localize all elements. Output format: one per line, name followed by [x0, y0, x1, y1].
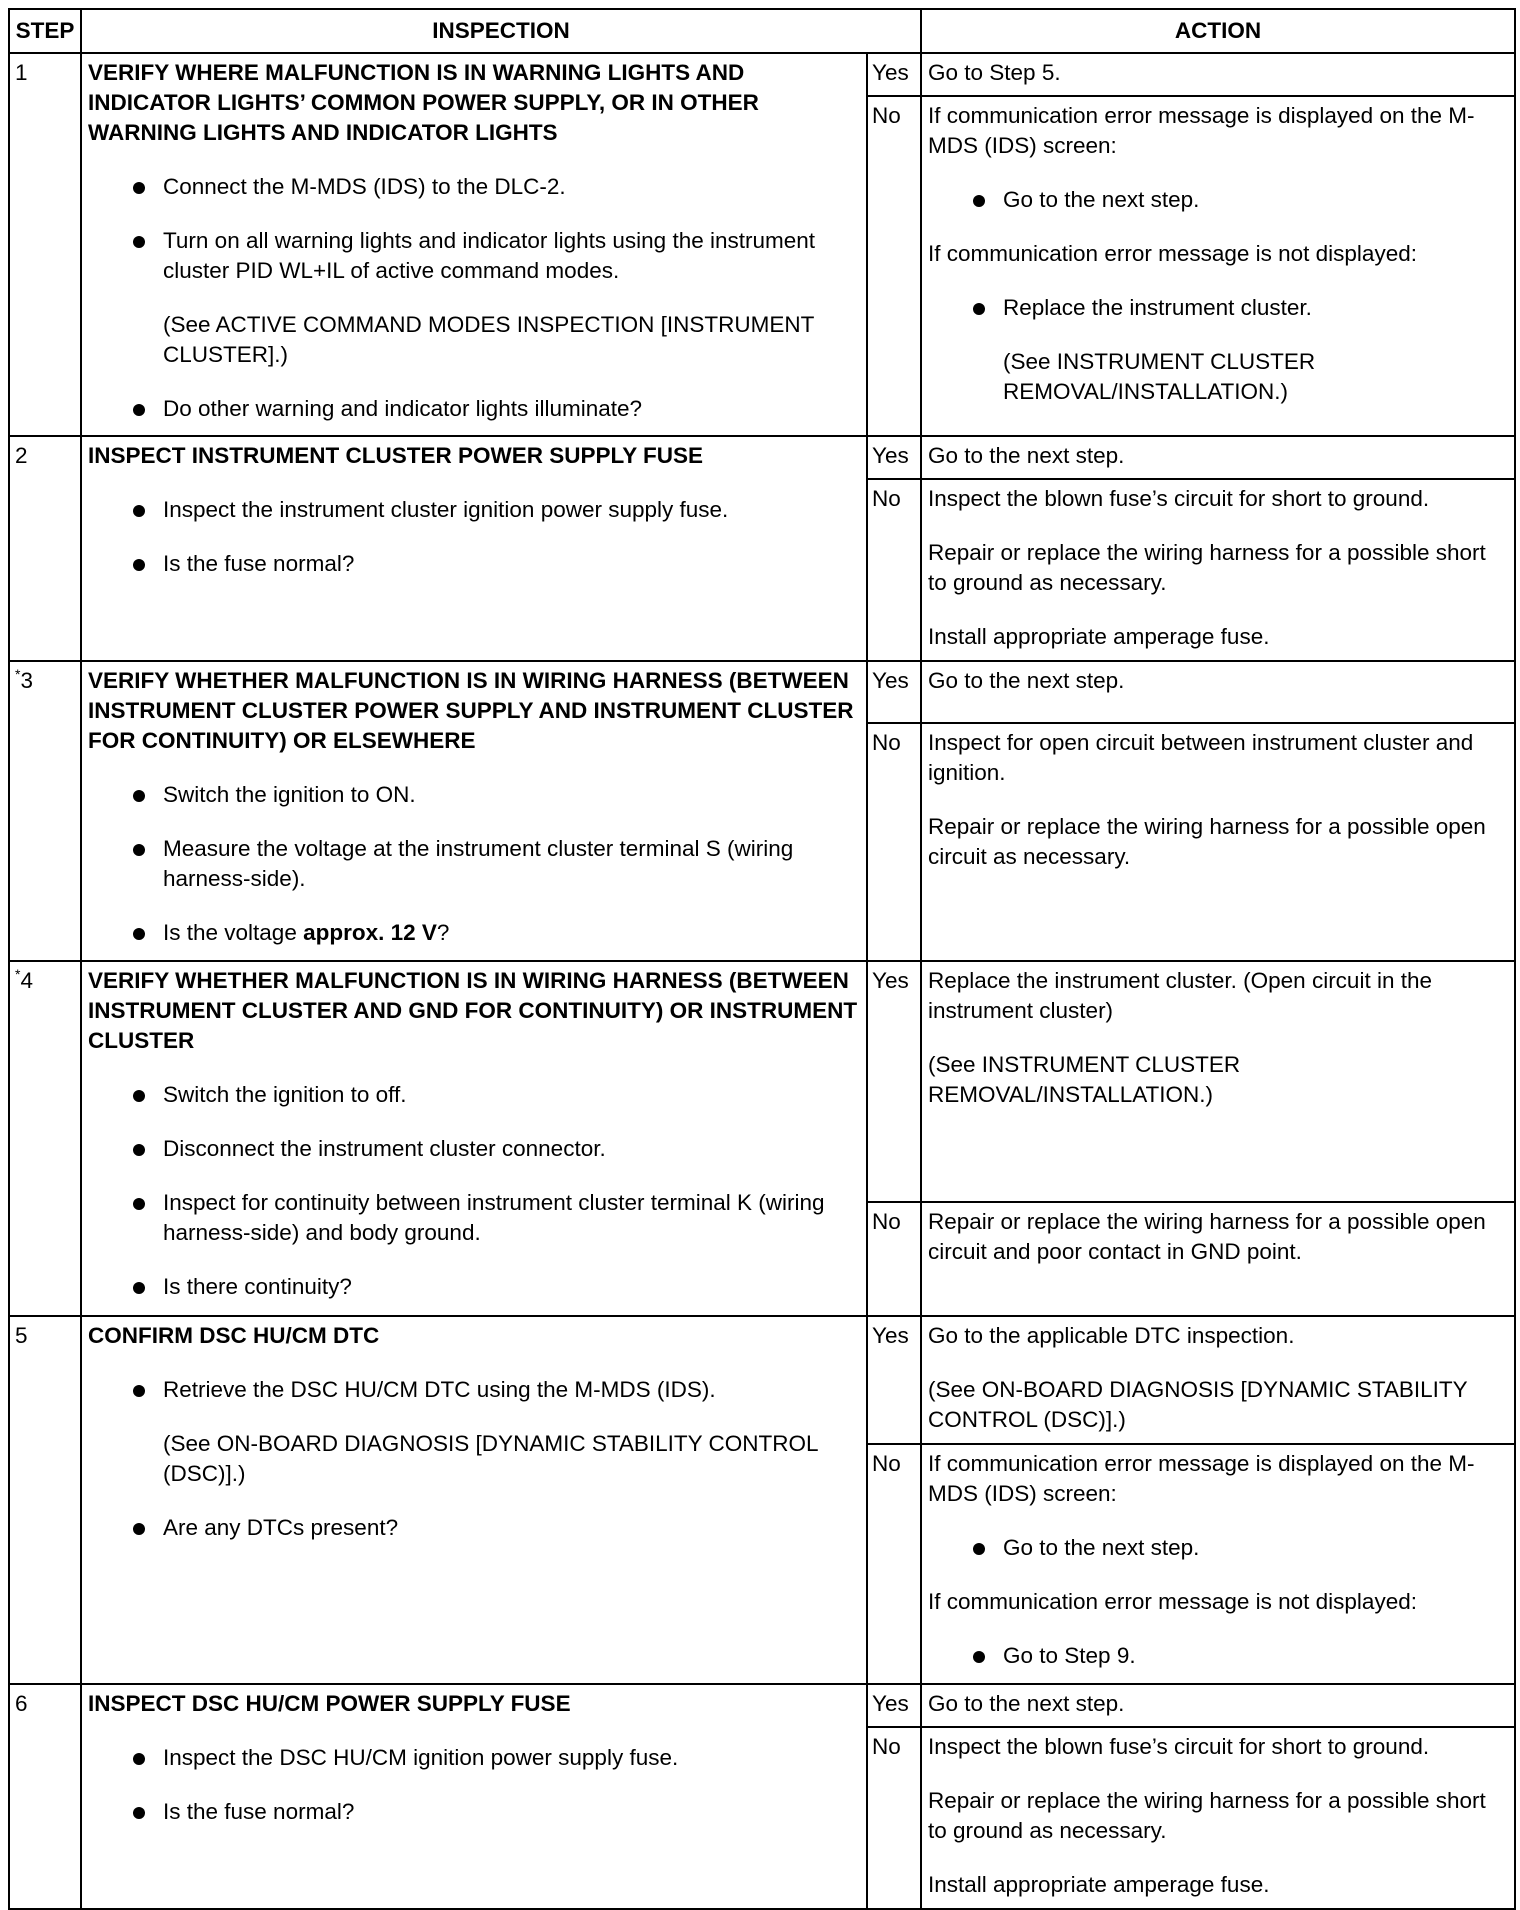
reference-note: (See ON-BOARD DIAGNOSIS [DYNAMIC STABILITY CONTROL (DSC)].)	[163, 1431, 818, 1486]
header-action: ACTION	[921, 9, 1515, 53]
reference-note: (See ACTIVE COMMAND MODES INSPECTION [INSTRUMENT CLUSTER].)	[163, 312, 814, 367]
no-action: If communication error message is displayed on the M-MDS (IDS) screen: Go to the next step. If communication error message is not displayed: Go to Step 9.	[921, 1444, 1515, 1684]
step-title: INSPECT INSTRUMENT CLUSTER POWER SUPPLY FUSE	[88, 443, 704, 468]
table-row	[9, 661, 1515, 723]
inspection-bullet: Retrieve the DSC HU/CM DTC using the M-MDS (IDS).	[88, 1375, 860, 1405]
step-title: CONFIRM DSC HU/CM DTC	[88, 1323, 380, 1348]
step-title: INSPECT DSC HU/CM POWER SUPPLY FUSE	[88, 1691, 571, 1716]
inspection-bullet: Turn on all warning lights and indicator lights using the instrument cluster PID WL+IL of active command modes.	[88, 226, 860, 286]
no-action: Inspect for open circuit between instrument cluster and ignition. Repair or replace the wiring harness for a possible open circuit as necessary.	[921, 723, 1515, 961]
inspection-bullet: Disconnect the instrument cluster connector.	[88, 1134, 860, 1164]
inspection-bullet: Is the fuse normal?	[88, 549, 860, 579]
step-number: *4	[9, 961, 81, 1316]
table-row	[9, 961, 1515, 1202]
inspection-question: Are any DTCs present?	[88, 1513, 860, 1543]
inspection-cell	[81, 1684, 867, 1909]
inspection-bullet: Switch the ignition to ON.	[88, 780, 860, 810]
header-row	[9, 9, 1515, 53]
no-label: No	[867, 96, 921, 436]
yes-label: Yes	[867, 1684, 921, 1727]
inspection-question: Is the voltage approx. 12 V?	[88, 918, 860, 948]
no-label: No	[867, 1202, 921, 1316]
no-action: Repair or replace the wiring harness for a possible open circuit and poor contact in GND point.	[921, 1202, 1515, 1316]
no-label: No	[867, 479, 921, 661]
inspection-bullet: Inspect the DSC HU/CM ignition power supply fuse.	[88, 1743, 860, 1773]
yes-action: Go to Step 5.	[921, 53, 1515, 96]
inspection-bullet: Is the fuse normal?	[88, 1797, 860, 1827]
step-title: VERIFY WHETHER MALFUNCTION IS IN WIRING HARNESS (BETWEEN INSTRUMENT CLUSTER AND GND FOR CONTINUITY) OR INSTRUMENT CLUSTER	[88, 968, 858, 1053]
no-action: If communication error message is displayed on the M-MDS (IDS) screen: Go to the next step. If communication error message is not displayed: Replace the instrument cluster. (See INSTRUMENT CLUSTER REMOVAL/INSTALLATION.)	[921, 96, 1515, 436]
inspection-bullet: Inspect the instrument cluster ignition power supply fuse.	[88, 495, 860, 525]
no-label: No	[867, 1727, 921, 1909]
inspection-cell	[81, 1316, 867, 1684]
yes-label: Yes	[867, 661, 921, 723]
yes-action: Go to the next step.	[921, 661, 1515, 723]
diagnostic-procedure	[8, 8, 1514, 1896]
table-row	[9, 53, 1515, 96]
yes-label: Yes	[867, 436, 921, 479]
no-label: No	[867, 723, 921, 961]
step-number: 6	[9, 1684, 81, 1909]
yes-action: Replace the instrument cluster. (Open circuit in the instrument cluster) (See INSTRUMENT CLUSTER REMOVAL/INSTALLATION.)	[921, 961, 1515, 1202]
step-number: *3	[9, 661, 81, 961]
step-title: VERIFY WHETHER MALFUNCTION IS IN WIRING HARNESS (BETWEEN INSTRUMENT CLUSTER POWER SUPPLY AND INSTRUMENT CLUSTER FOR CONTINUITY) OR ELSEWHERE	[88, 668, 854, 753]
table-row	[9, 1684, 1515, 1727]
no-label: No	[867, 1444, 921, 1684]
inspection-question: Do other warning and indicator lights illuminate?	[88, 394, 860, 424]
yes-action: Go to the next step.	[921, 1684, 1515, 1727]
yes-label: Yes	[867, 961, 921, 1202]
step-number: 1	[9, 53, 81, 436]
inspection-bullet: Switch the ignition to off.	[88, 1080, 860, 1110]
header-inspection: INSPECTION	[81, 9, 921, 53]
inspection-table	[8, 8, 1516, 1910]
step-number: 2	[9, 436, 81, 661]
inspection-cell	[81, 53, 867, 436]
inspection-bullet: Connect the M-MDS (IDS) to the DLC-2.	[88, 172, 860, 202]
inspection-cell	[81, 961, 867, 1316]
step-number: 5	[9, 1316, 81, 1684]
inspection-bullet: Inspect for continuity between instrument cluster terminal K (wiring harness-side) and body ground.	[88, 1188, 860, 1248]
inspection-cell	[81, 661, 867, 961]
no-action: Inspect the blown fuse’s circuit for short to ground. Repair or replace the wiring harness for a possible short to ground as necessary. Install appropriate amperage fuse.	[921, 479, 1515, 661]
table-row	[9, 1316, 1515, 1444]
table-row	[9, 436, 1515, 479]
step-title: VERIFY WHERE MALFUNCTION IS IN WARNING LIGHTS AND INDICATOR LIGHTS’ COMMON POWER SUPPLY, OR IN OTHER WARNING LIGHTS AND INDICATOR LIGHTS	[88, 60, 759, 145]
inspection-bullet: Measure the voltage at the instrument cluster terminal S (wiring harness-side).	[88, 834, 860, 894]
yes-label: Yes	[867, 1316, 921, 1444]
yes-label: Yes	[867, 53, 921, 96]
yes-action: Go to the applicable DTC inspection. (See ON-BOARD DIAGNOSIS [DYNAMIC STABILITY CONTROL (DSC)].)	[921, 1316, 1515, 1444]
inspection-question: Is there continuity?	[88, 1272, 860, 1302]
yes-action: Go to the next step.	[921, 436, 1515, 479]
header-step: STEP	[9, 9, 81, 53]
no-action: Inspect the blown fuse’s circuit for short to ground. Repair or replace the wiring harness for a possible short to ground as necessary. Install appropriate amperage fuse.	[921, 1727, 1515, 1909]
inspection-cell	[81, 436, 867, 661]
